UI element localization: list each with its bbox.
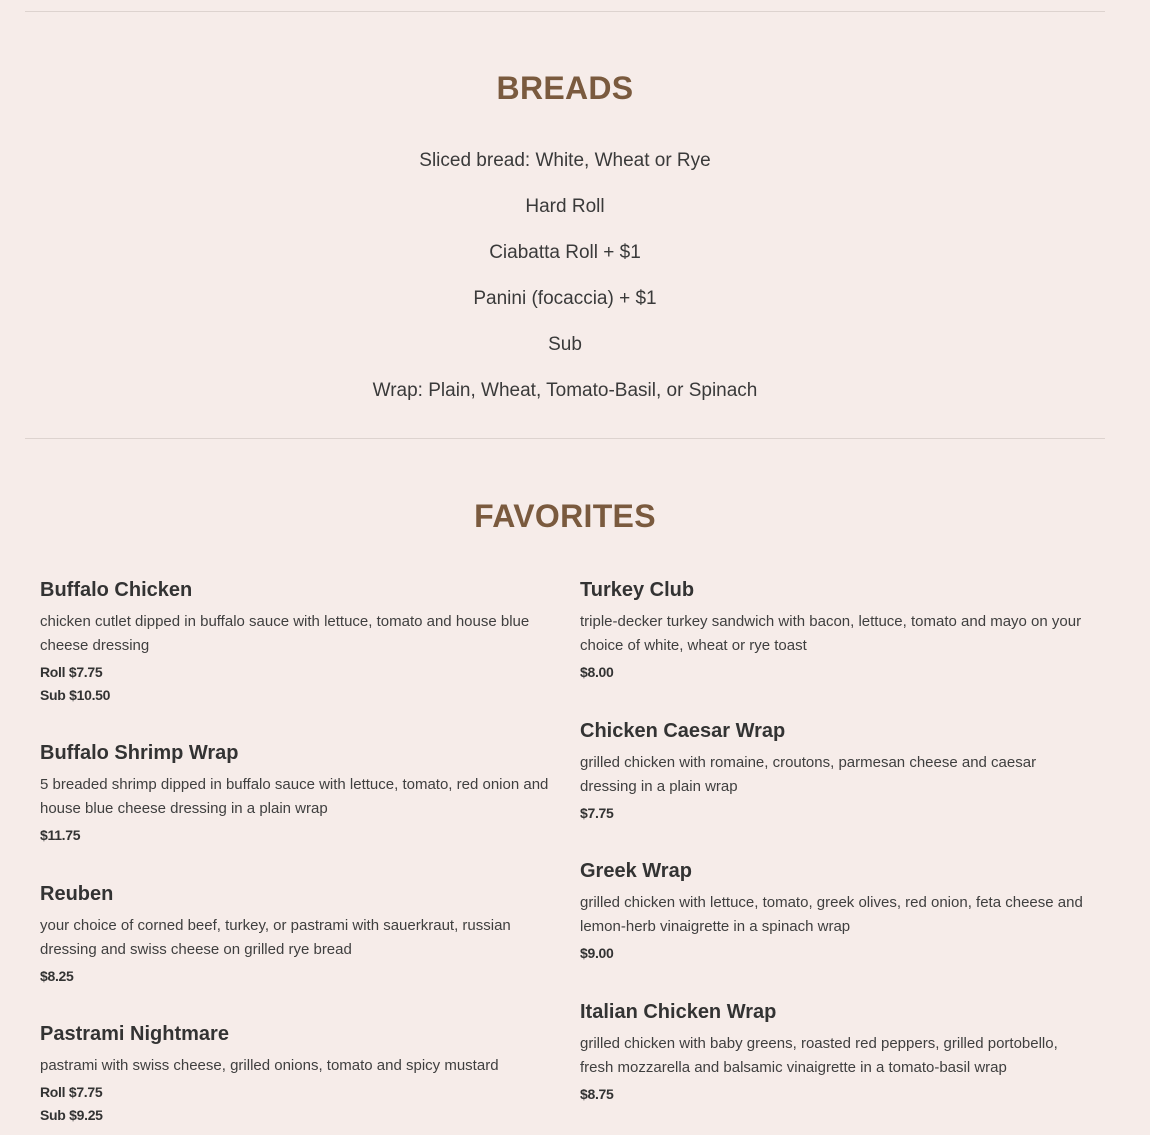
menu-item-price: $7.75 <box>580 805 614 821</box>
section-divider <box>25 438 1105 439</box>
bread-option: Panini (focaccia) + $1 <box>473 288 657 309</box>
menu-item <box>580 855 1090 965</box>
menu-item-prices <box>40 661 550 707</box>
menu-item <box>40 878 550 988</box>
bread-option: Sliced bread: White, Wheat or Rye <box>419 150 711 171</box>
menu-item-description: grilled chicken with lettuce, tomato, greek olives, red onion, feta cheese and lemon-herb vinaigrette in a spinach wrap <box>580 894 1083 935</box>
favorites-heading: FAVORITES <box>474 498 656 534</box>
menu-item-price: $11.75 <box>40 827 81 843</box>
menu-item-name: Greek Wrap <box>580 860 692 882</box>
bread-option: Wrap: Plain, Wheat, Tomato-Basil, or Spinach <box>372 380 758 401</box>
menu-item-prices <box>580 802 1090 825</box>
menu-item-prices <box>580 942 1090 965</box>
menu-item-description: your choice of corned beef, turkey, or pastrami with sauerkraut, russian dressing and swiss cheese on grilled rye bread <box>40 917 511 958</box>
menu-item-name: Turkey Club <box>580 579 695 601</box>
menu-item-price: Sub $9.25 <box>40 1107 103 1123</box>
menu-item-price: $8.75 <box>580 1086 614 1102</box>
bread-option: Hard Roll <box>525 196 605 217</box>
menu-item-price: Sub $10.50 <box>40 687 111 703</box>
menu-item-prices <box>40 1081 499 1127</box>
menu-item-price: $8.00 <box>580 664 614 680</box>
menu-item-description: grilled chicken with baby greens, roasted red peppers, grilled portobello, fresh mozzarella and balsamic vinaigrette in a tomato-basil wrap <box>580 1035 1058 1076</box>
menu-item-name: Buffalo Shrimp Wrap <box>40 742 239 764</box>
menu-item-description: triple-decker turkey sandwich with bacon, lettuce, tomato and mayo on your choice of white, wheat or rye toast <box>580 613 1082 654</box>
top-divider <box>25 11 1105 12</box>
menu-item-price: Roll $7.75 <box>40 1084 103 1100</box>
menu-item <box>40 737 550 847</box>
menu-item-description: 5 breaded shrimp dipped in buffalo sauce with lettuce, tomato, red onion and house blue cheese dressing in a plain wrap <box>40 776 549 817</box>
menu-item-name: Italian Chicken Wrap <box>580 1001 777 1023</box>
menu-item-name: Pastrami Nightmare <box>40 1023 229 1045</box>
menu-item-description: chicken cutlet dipped in buffalo sauce with lettuce, tomato and house blue cheese dressing <box>40 613 530 654</box>
menu-item-description: grilled chicken with romaine, croutons, parmesan cheese and caesar dressing in a plain wrap <box>580 754 1037 795</box>
menu-item-price: $8.25 <box>40 968 74 984</box>
menu-item-description: pastrami with swiss cheese, grilled onions, tomato and spicy mustard <box>40 1057 499 1074</box>
menu-item-prices <box>580 661 1090 684</box>
menu-item-prices <box>580 1083 1090 1106</box>
breads-heading: BREADS <box>496 70 634 106</box>
bread-option: Sub <box>548 334 582 355</box>
menu-item <box>40 574 550 707</box>
menu-item-name: Buffalo Chicken <box>40 579 193 601</box>
menu-item-name: Reuben <box>40 883 114 905</box>
menu-item-prices <box>40 965 550 988</box>
menu-item <box>580 996 1090 1106</box>
menu-item <box>40 1018 499 1127</box>
menu-item-price: Roll $7.75 <box>40 664 103 680</box>
menu-item <box>580 715 1090 825</box>
breads-list <box>0 146 1130 422</box>
menu-item-name: Chicken Caesar Wrap <box>580 720 786 742</box>
menu-item-price: $9.00 <box>580 945 614 961</box>
menu-item-prices <box>40 824 550 847</box>
menu-item <box>580 574 1090 684</box>
bread-option: Ciabatta Roll + $1 <box>489 242 641 263</box>
